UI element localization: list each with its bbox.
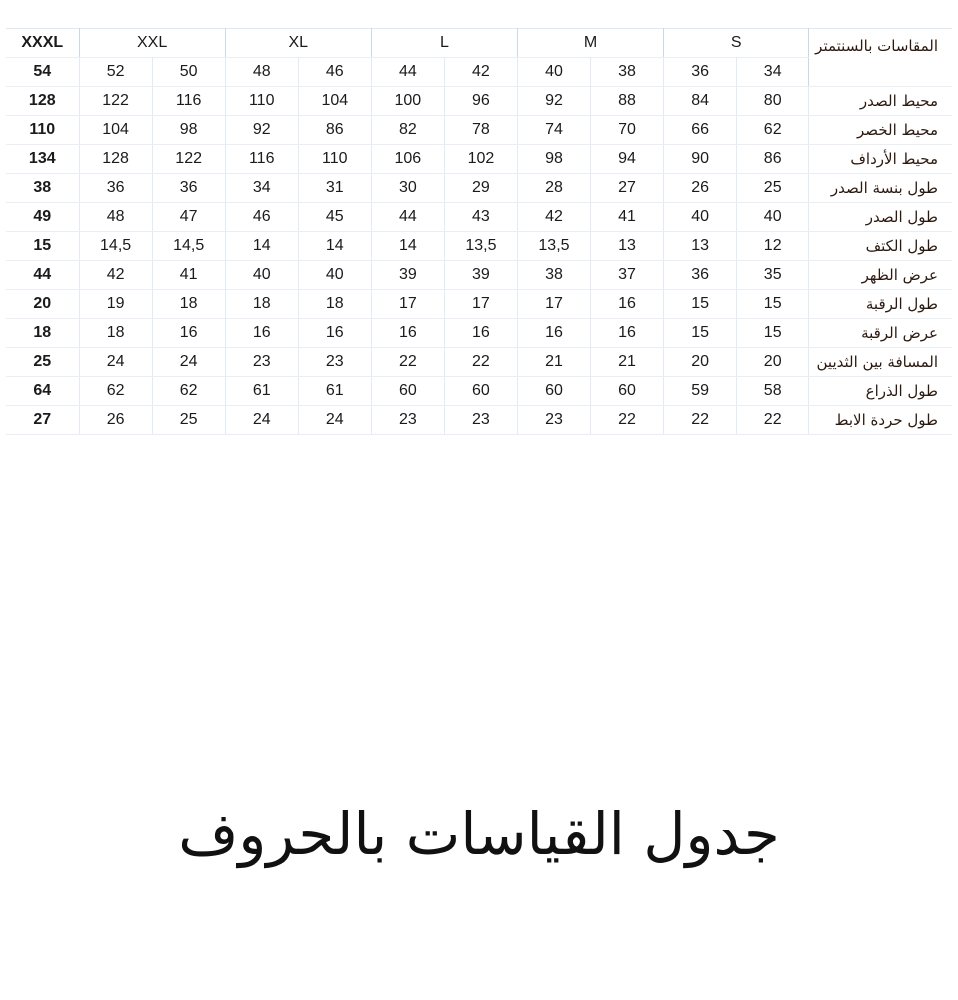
measurement-value: 23 — [371, 406, 444, 435]
size-number: 48 — [225, 58, 298, 87]
measurement-label: طول الذراع — [809, 377, 952, 406]
measurement-value: 80 — [737, 87, 809, 116]
measurement-value: 15 — [6, 232, 79, 261]
measurement-value: 27 — [591, 174, 664, 203]
measurement-value: 18 — [6, 319, 79, 348]
size-number: 38 — [591, 58, 664, 87]
measurement-value: 25 — [152, 406, 225, 435]
measurement-value: 16 — [517, 319, 590, 348]
measurement-value: 122 — [79, 87, 152, 116]
measurement-value: 43 — [444, 203, 517, 232]
measurement-label: محيط الخصر — [809, 116, 952, 145]
measurement-value: 40 — [664, 203, 737, 232]
measurement-value: 21 — [591, 348, 664, 377]
measurement-value: 26 — [79, 406, 152, 435]
measurement-value: 128 — [79, 145, 152, 174]
measurement-value: 27 — [6, 406, 79, 435]
measurement-value: 78 — [444, 116, 517, 145]
measurement-value: 39 — [371, 261, 444, 290]
measurement-value: 26 — [664, 174, 737, 203]
measurement-label: طول حردة الابط — [809, 406, 952, 435]
measurement-value: 61 — [225, 377, 298, 406]
footer-title: جدول القياسات بالحروف — [178, 800, 780, 868]
measurement-value: 23 — [517, 406, 590, 435]
measurement-row — [6, 203, 952, 232]
size-number: 36 — [664, 58, 737, 87]
size-header-row — [6, 29, 952, 58]
measurement-value: 22 — [444, 348, 517, 377]
measurement-value: 13 — [591, 232, 664, 261]
measurement-value: 134 — [6, 145, 79, 174]
measurement-value: 30 — [371, 174, 444, 203]
measurement-value: 20 — [737, 348, 809, 377]
measurement-label: طول الرقبة — [809, 290, 952, 319]
size-number: 46 — [298, 58, 371, 87]
measurement-value: 34 — [225, 174, 298, 203]
measurement-value: 46 — [225, 203, 298, 232]
measurement-value: 12 — [737, 232, 809, 261]
measurement-value: 96 — [444, 87, 517, 116]
measurement-value: 62 — [737, 116, 809, 145]
measurement-row — [6, 145, 952, 174]
measurement-value: 16 — [591, 290, 664, 319]
measurement-value: 62 — [79, 377, 152, 406]
measurement-value: 88 — [591, 87, 664, 116]
measurement-value: 15 — [664, 319, 737, 348]
measurement-value: 58 — [737, 377, 809, 406]
measurement-value: 92 — [517, 87, 590, 116]
measurement-row — [6, 319, 952, 348]
measurement-value: 20 — [6, 290, 79, 319]
measurement-value: 110 — [225, 87, 298, 116]
measurement-value: 60 — [444, 377, 517, 406]
measurement-row — [6, 87, 952, 116]
measurement-value: 45 — [298, 203, 371, 232]
size-xxl: XXL — [79, 29, 225, 58]
measurement-value: 42 — [517, 203, 590, 232]
measurement-value: 22 — [371, 348, 444, 377]
measurement-value: 18 — [152, 290, 225, 319]
measurement-value: 98 — [517, 145, 590, 174]
measurement-value: 122 — [152, 145, 225, 174]
measurement-value: 14 — [371, 232, 444, 261]
measurement-value: 90 — [664, 145, 737, 174]
measurement-value: 60 — [591, 377, 664, 406]
measurement-value: 13,5 — [444, 232, 517, 261]
measurement-value: 64 — [6, 377, 79, 406]
measurement-value: 19 — [79, 290, 152, 319]
size-number: 34 — [737, 58, 809, 87]
measurement-value: 47 — [152, 203, 225, 232]
measurement-value: 23 — [298, 348, 371, 377]
measurement-value: 18 — [298, 290, 371, 319]
measurement-value: 41 — [152, 261, 225, 290]
measurement-label: طول الكتف — [809, 232, 952, 261]
measurement-value: 38 — [517, 261, 590, 290]
measurement-value: 66 — [664, 116, 737, 145]
size-chart-table — [6, 28, 952, 435]
size-number: 40 — [517, 58, 590, 87]
measurement-value: 28 — [517, 174, 590, 203]
measurement-row — [6, 348, 952, 377]
measurement-value: 62 — [152, 377, 225, 406]
measurement-value: 15 — [664, 290, 737, 319]
measurement-value: 104 — [79, 116, 152, 145]
measurement-value: 24 — [225, 406, 298, 435]
measurement-label: محيط الصدر — [809, 87, 952, 116]
measurement-value: 24 — [298, 406, 371, 435]
measurement-value: 60 — [371, 377, 444, 406]
measurement-label: طول بنسة الصدر — [809, 174, 952, 203]
measurement-value: 18 — [225, 290, 298, 319]
measurement-value: 23 — [225, 348, 298, 377]
size-number: 52 — [79, 58, 152, 87]
size-s: S — [664, 29, 809, 58]
size-l: L — [371, 29, 517, 58]
measurement-value: 86 — [737, 145, 809, 174]
measurement-value: 17 — [371, 290, 444, 319]
measurement-value: 100 — [371, 87, 444, 116]
measurement-value: 40 — [298, 261, 371, 290]
measurement-value: 37 — [591, 261, 664, 290]
measurement-value: 49 — [6, 203, 79, 232]
measurement-value: 70 — [591, 116, 664, 145]
measurement-row — [6, 261, 952, 290]
measurement-value: 24 — [152, 348, 225, 377]
header-label: المقاسات بالسنتمتر — [809, 29, 952, 87]
measurement-value: 128 — [6, 87, 79, 116]
measurement-value: 17 — [517, 290, 590, 319]
measurement-value: 20 — [664, 348, 737, 377]
measurement-value: 44 — [6, 261, 79, 290]
measurement-value: 84 — [664, 87, 737, 116]
measurement-row — [6, 290, 952, 319]
measurement-row — [6, 174, 952, 203]
measurement-value: 40 — [225, 261, 298, 290]
measurement-value: 36 — [152, 174, 225, 203]
measurement-label: عرض الرقبة — [809, 319, 952, 348]
measurement-value: 116 — [225, 145, 298, 174]
size-number: 42 — [444, 58, 517, 87]
measurement-value: 16 — [444, 319, 517, 348]
measurement-value: 15 — [737, 290, 809, 319]
measurement-value: 92 — [225, 116, 298, 145]
measurement-value: 14 — [298, 232, 371, 261]
measurement-value: 14,5 — [152, 232, 225, 261]
size-m: M — [517, 29, 663, 58]
measurement-value: 36 — [79, 174, 152, 203]
measurement-value: 17 — [444, 290, 517, 319]
measurement-value: 16 — [152, 319, 225, 348]
measurement-value: 74 — [517, 116, 590, 145]
measurement-value: 35 — [737, 261, 809, 290]
measurement-value: 14 — [225, 232, 298, 261]
measurement-value: 60 — [517, 377, 590, 406]
measurement-value: 36 — [664, 261, 737, 290]
measurement-value: 21 — [517, 348, 590, 377]
measurement-row — [6, 406, 952, 435]
measurement-value: 13 — [664, 232, 737, 261]
size-xxxl: XXXL — [6, 29, 79, 58]
measurement-value: 110 — [6, 116, 79, 145]
measurement-value: 23 — [444, 406, 517, 435]
measurement-value: 31 — [298, 174, 371, 203]
size-number: 50 — [152, 58, 225, 87]
measurement-value: 25 — [6, 348, 79, 377]
measurement-value: 48 — [79, 203, 152, 232]
measurement-value: 39 — [444, 261, 517, 290]
measurement-value: 41 — [591, 203, 664, 232]
measurement-label: طول الصدر — [809, 203, 952, 232]
measurement-value: 16 — [225, 319, 298, 348]
measurement-value: 16 — [591, 319, 664, 348]
measurement-value: 61 — [298, 377, 371, 406]
measurement-value: 18 — [79, 319, 152, 348]
measurement-value: 40 — [737, 203, 809, 232]
measurement-value: 16 — [298, 319, 371, 348]
size-number: 44 — [371, 58, 444, 87]
size-number: 54 — [6, 58, 79, 87]
measurement-value: 13,5 — [517, 232, 590, 261]
measurement-value: 25 — [737, 174, 809, 203]
measurement-value: 14,5 — [79, 232, 152, 261]
size-xl: XL — [225, 29, 371, 58]
measurement-label: عرض الظهر — [809, 261, 952, 290]
measurement-label: المسافة بين الثديين — [809, 348, 952, 377]
measurement-value: 86 — [298, 116, 371, 145]
measurement-value: 82 — [371, 116, 444, 145]
measurement-value: 24 — [79, 348, 152, 377]
measurement-row — [6, 377, 952, 406]
measurement-value: 38 — [6, 174, 79, 203]
measurement-value: 59 — [664, 377, 737, 406]
measurement-value: 104 — [298, 87, 371, 116]
measurement-value: 106 — [371, 145, 444, 174]
measurement-value: 42 — [79, 261, 152, 290]
measurement-value: 44 — [371, 203, 444, 232]
measurement-value: 22 — [591, 406, 664, 435]
measurement-value: 102 — [444, 145, 517, 174]
measurement-row — [6, 232, 952, 261]
size-chart-sheet — [6, 28, 952, 456]
measurement-value: 16 — [371, 319, 444, 348]
measurement-value: 94 — [591, 145, 664, 174]
measurement-value: 29 — [444, 174, 517, 203]
measurement-row — [6, 116, 952, 145]
measurement-label: محيط الأرداف — [809, 145, 952, 174]
measurement-value: 22 — [737, 406, 809, 435]
measurement-value: 98 — [152, 116, 225, 145]
measurement-value: 15 — [737, 319, 809, 348]
measurement-value: 116 — [152, 87, 225, 116]
measurement-value: 110 — [298, 145, 371, 174]
measurement-value: 22 — [664, 406, 737, 435]
